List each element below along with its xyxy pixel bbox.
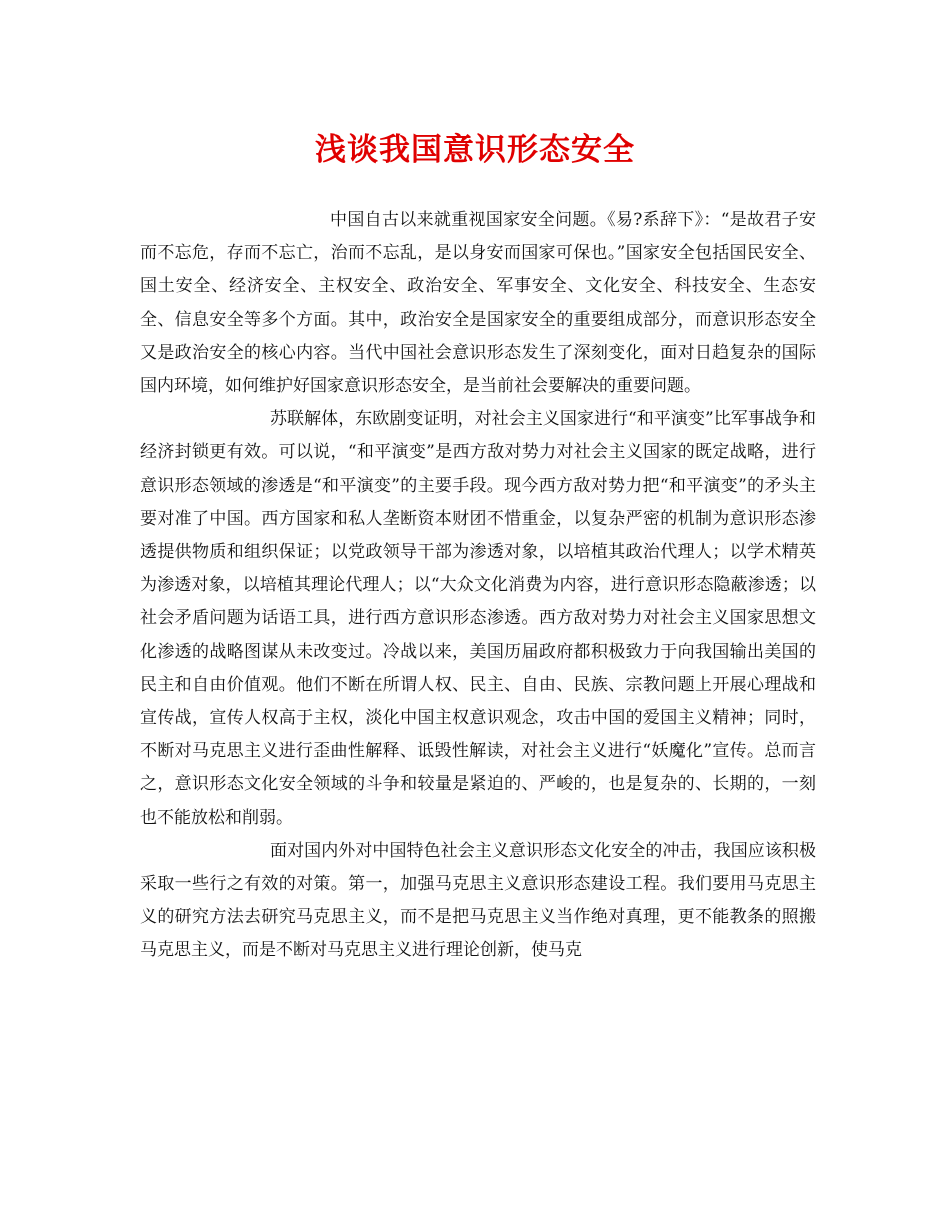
article-body (140, 204, 816, 968)
paragraph-3: 面对国内外对中国特色社会主义意识形态文化安全的冲击，我国应该积极采取一些行之有效的对策。第一，加强马克思主义意识形态建设工程。我们要用马克思主义的研究方法去研究马克思主义，而不是把马克思主义当作绝对真理，更不能教条的照搬马克思主义，而是不断对马克思主义进行理论创新，使马克 (140, 840, 816, 961)
paragraph-2: 苏联解体，东欧剧变证明，对社会主义国家进行“和平演变”比军事战争和经济封锁更有效。可以说，“和平演变”是西方敌对势力对社会主义国家的既定战略，进行意识形态领域的渗透是“和平演变”的主要手段。现今西方敌对势力把“和平演变”的矛头主要对准了中国。西方国家和私人垄断资本财团不惜重金，以复杂严密的机制为意识形态渗透提供物质和组织保证；以党政领导干部为渗透对象，以培植其政治代理人；以学术精英为渗透对象，以培植其理论代理人；以“大众文化消费为内容，进行意识形态隐蔽渗透；以社会矛盾问题为话语工具，进行西方意识形态渗透。西方敌对势力对社会主义国家思想文化渗透的战略图谋从未改变过。冷战以来，美国历届政府都积极致力于向我国输出美国的民主和自由价值观。他们不断在所谓人权、民主、自由、民族、宗教问题上开展心理战和宣传战，宣传人权高于主权，淡化中国主权意识观念，攻击中国的爱国主义精神；同时，不断对马克思主义进行歪曲性解释、诋毁性解读，对社会主义进行“妖魔化”宣传。总而言之，意识形态文化安全领域的斗争和较量是紧迫的、严峻的，也是复杂的、长期的，一刻也不能放松和削弱。 (140, 409, 816, 828)
paragraph-1: 中国自古以来就重视国家安全问题。《易?系辞下》：“是故君子安而不忘危，存而不忘亡，治而不忘乱，是以身安而国家可保也。”国家安全包括国民安全、国土安全、经济安全、主权安全、政治安全、军事安全、文化安全、科技安全、生态安全、信息安全等多个方面。其中，政治安全是国家安全的重要组成部分，而意识形态安全又是政治安全的核心内容。当代中国社会意识形态发生了深刻变化，面对日趋复杂的国际国内环境，如何维护好国家意识形态安全，是当前社会要解决的重要问题。 (140, 210, 816, 397)
page-title: 浅谈我国意识形态安全 (315, 132, 635, 168)
